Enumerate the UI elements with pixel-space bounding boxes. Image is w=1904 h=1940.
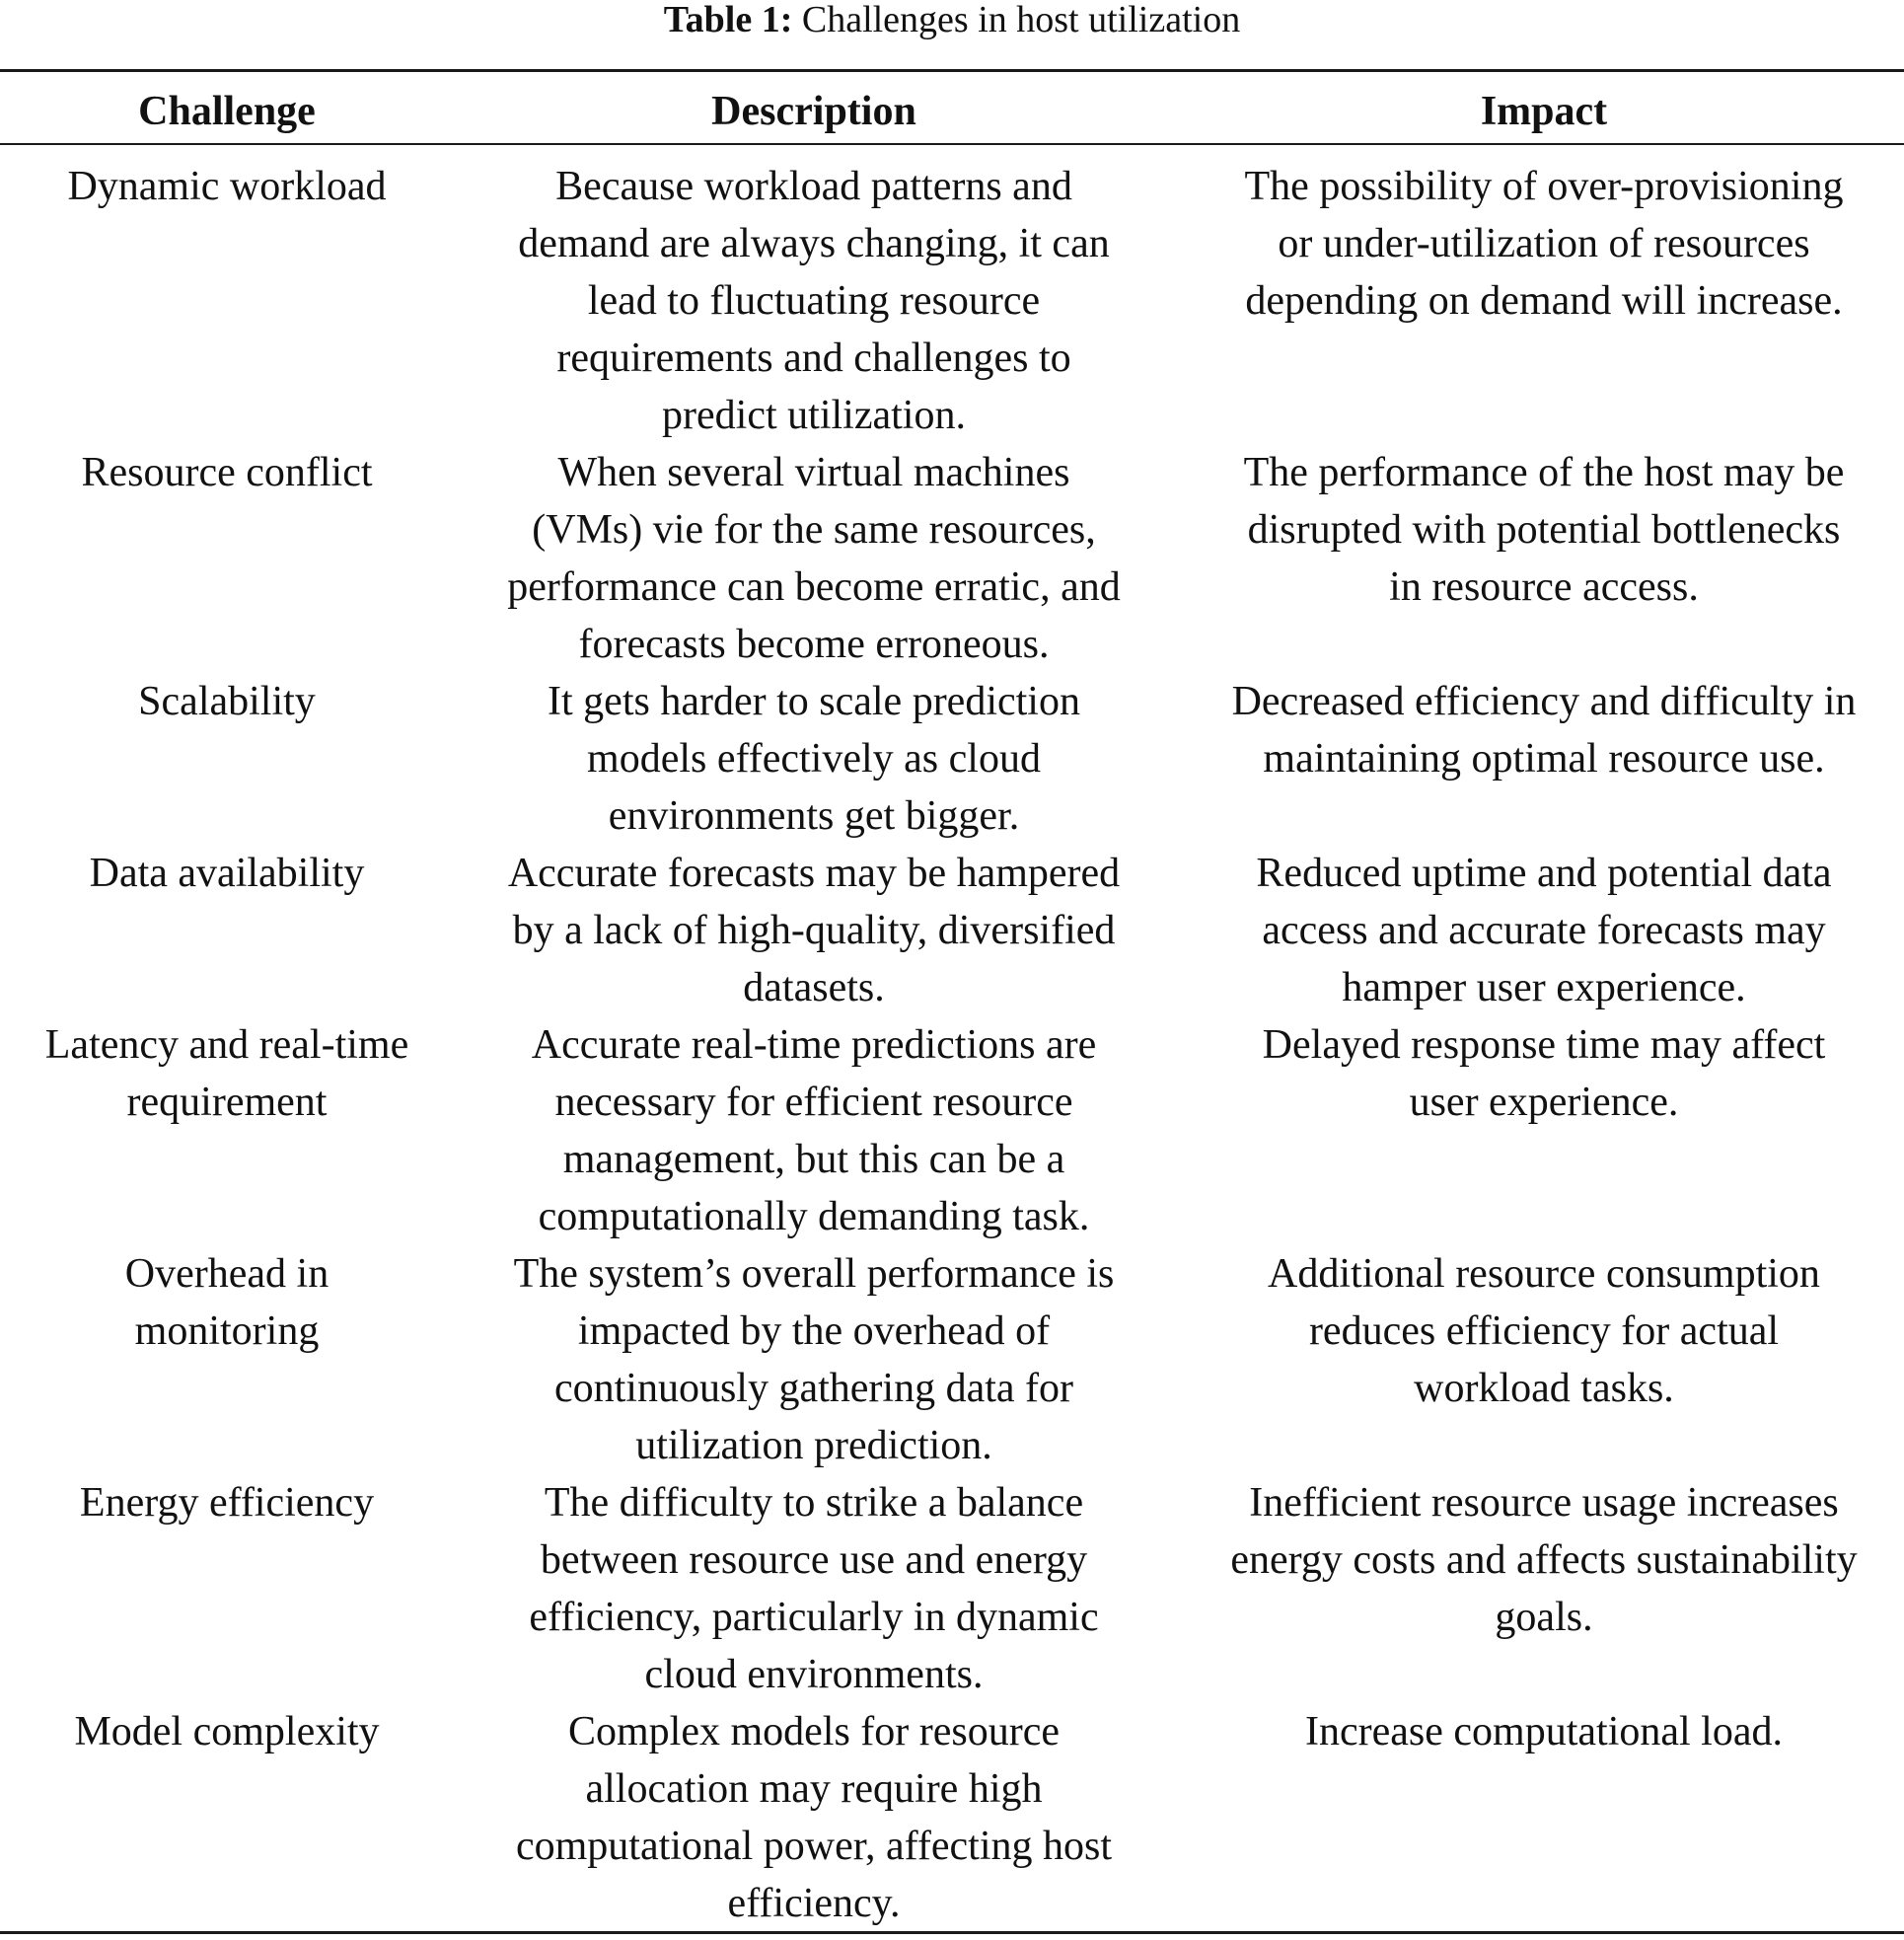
- cell-impact-line: Inefficient resource usage increases: [1249, 1480, 1839, 1526]
- table-row: [0, 1703, 1904, 1932]
- cell-impact: [1184, 673, 1904, 787]
- table-body: [0, 158, 1904, 1932]
- table-row: [0, 673, 1904, 845]
- table-row: [0, 158, 1904, 444]
- cell-impact-line: disrupted with potential bottlenecks: [1247, 507, 1841, 553]
- cell-description-line: cloud environments.: [644, 1652, 984, 1697]
- cell-description-line: Accurate forecasts may be hampered: [507, 851, 1121, 896]
- cell-description-line: efficiency.: [727, 1881, 901, 1926]
- cell-description: [464, 673, 1164, 845]
- column-header-impact: Impact: [1480, 89, 1608, 134]
- cell-challenge-line: Data availability: [89, 851, 365, 896]
- cell-impact: [1184, 1703, 1904, 1760]
- table-row: [0, 845, 1904, 1016]
- cell-impact-line: maintaining optimal resource use.: [1263, 736, 1825, 782]
- cell-challenge: [0, 845, 454, 902]
- cell-description-line: forecasts become erroneous.: [578, 622, 1050, 667]
- cell-challenge-line: Overhead in: [124, 1251, 330, 1297]
- cell-impact: [1184, 845, 1904, 1016]
- cell-challenge-line: Latency and real-time: [44, 1022, 409, 1068]
- cell-challenge-line: monitoring: [134, 1308, 320, 1354]
- cell-description-line: datasets.: [743, 965, 885, 1010]
- cell-impact: [1184, 1474, 1904, 1646]
- table-row: [0, 1016, 1904, 1245]
- cell-challenge: [0, 444, 454, 501]
- table-caption: [0, 0, 1904, 39]
- cell-impact-line: energy costs and affects sustainability: [1230, 1537, 1858, 1583]
- cell-description-line: performance can become erratic, and: [507, 564, 1121, 610]
- cell-impact: [1184, 1245, 1904, 1417]
- table-row: [0, 444, 1904, 673]
- cell-description: [464, 1245, 1164, 1474]
- cell-description-line: utilization prediction.: [635, 1423, 992, 1468]
- cell-description-line: Because workload patterns and: [555, 164, 1072, 209]
- cell-description-line: computationally demanding task.: [538, 1194, 1090, 1239]
- cell-description-line: models effectively as cloud: [587, 736, 1041, 782]
- cell-challenge-line: Scalability: [138, 679, 316, 724]
- cell-impact: [1184, 444, 1904, 616]
- cell-impact-line: in resource access.: [1389, 564, 1699, 610]
- cell-impact: [1184, 1016, 1904, 1131]
- cell-description-line: The system’s overall performance is: [513, 1251, 1115, 1297]
- cell-description-line: impacted by the overhead of: [577, 1308, 1051, 1354]
- cell-impact-line: Reduced uptime and potential data: [1256, 851, 1832, 896]
- cell-description-line: allocation may require high: [585, 1766, 1043, 1812]
- cell-impact-line: The possibility of over-provisioning: [1244, 164, 1844, 209]
- cell-description-line: It gets harder to scale prediction: [548, 679, 1080, 724]
- cell-description-line: requirements and challenges to: [556, 336, 1071, 381]
- cell-description-line: computational power, affecting host: [515, 1824, 1113, 1869]
- table-caption-label: Table 1:: [663, 0, 793, 40]
- table-caption-text: Challenges in host utilization: [801, 0, 1241, 40]
- cell-impact-line: workload tasks.: [1414, 1366, 1674, 1411]
- cell-impact-line: Delayed response time may affect: [1262, 1022, 1826, 1068]
- cell-challenge-line: Energy efficiency: [79, 1480, 375, 1526]
- cell-challenge-line: requirement: [126, 1080, 328, 1125]
- cell-description: [464, 1474, 1164, 1703]
- cell-description-line: Accurate real-time predictions are: [531, 1022, 1097, 1068]
- cell-description-line: (VMs) vie for the same resources,: [532, 507, 1096, 553]
- cell-impact-line: hamper user experience.: [1342, 965, 1746, 1010]
- cell-impact-line: Decreased efficiency and difficulty in: [1231, 679, 1857, 724]
- cell-description: [464, 845, 1164, 1016]
- cell-impact-line: Additional resource consumption: [1268, 1251, 1820, 1297]
- cell-description: [464, 158, 1164, 444]
- cell-challenge: [0, 158, 454, 215]
- cell-challenge-line: Resource conflict: [81, 450, 373, 495]
- cell-description-line: environments get bigger.: [608, 793, 1020, 839]
- column-header-description: Description: [711, 89, 916, 134]
- cell-impact-line: The performance of the host may be: [1243, 450, 1845, 495]
- cell-impact-line: or under-utilization of resources: [1278, 221, 1810, 266]
- cell-description-line: demand are always changing, it can: [518, 221, 1110, 266]
- table-header-rule: [0, 143, 1904, 145]
- cell-impact-line: depending on demand will increase.: [1245, 278, 1843, 324]
- cell-description-line: predict utilization.: [662, 393, 966, 438]
- cell-description-line: When several virtual machines: [557, 450, 1070, 495]
- cell-description-line: necessary for efficient resource: [554, 1080, 1073, 1125]
- table-row: [0, 1474, 1904, 1703]
- cell-impact-line: reduces efficiency for actual: [1308, 1308, 1780, 1354]
- cell-impact-line: goals.: [1495, 1595, 1593, 1640]
- cell-description: [464, 1703, 1164, 1932]
- cell-challenge: [0, 1016, 454, 1131]
- table-bottom-rule: [0, 1931, 1904, 1934]
- cell-description-line: lead to fluctuating resource: [587, 278, 1041, 324]
- cell-impact-line: access and accurate forecasts may: [1262, 908, 1826, 953]
- cell-description-line: management, but this can be a: [562, 1137, 1065, 1182]
- cell-description-line: Complex models for resource: [567, 1709, 1061, 1754]
- cell-challenge-line: Dynamic workload: [67, 164, 387, 209]
- cell-impact-line: user experience.: [1409, 1080, 1679, 1125]
- cell-description: [464, 1016, 1164, 1245]
- table-header-row: [0, 83, 1904, 140]
- cell-impact: [1184, 158, 1904, 330]
- cell-impact-line: Increase computational load.: [1305, 1709, 1783, 1754]
- cell-challenge: [0, 1245, 454, 1360]
- cell-description-line: efficiency, particularly in dynamic: [529, 1595, 1099, 1640]
- cell-challenge: [0, 1703, 454, 1760]
- cell-challenge: [0, 1474, 454, 1531]
- cell-description-line: The difficulty to strike a balance: [544, 1480, 1084, 1526]
- table-row: [0, 1245, 1904, 1474]
- cell-challenge: [0, 673, 454, 730]
- cell-description-line: by a lack of high-quality, diversified: [512, 908, 1116, 953]
- cell-description: [464, 444, 1164, 673]
- column-header-challenge: Challenge: [138, 89, 316, 134]
- cell-challenge-line: Model complexity: [74, 1709, 380, 1754]
- cell-description-line: between resource use and energy: [540, 1537, 1088, 1583]
- cell-description-line: continuously gathering data for: [553, 1366, 1074, 1411]
- table-top-rule: [0, 69, 1904, 72]
